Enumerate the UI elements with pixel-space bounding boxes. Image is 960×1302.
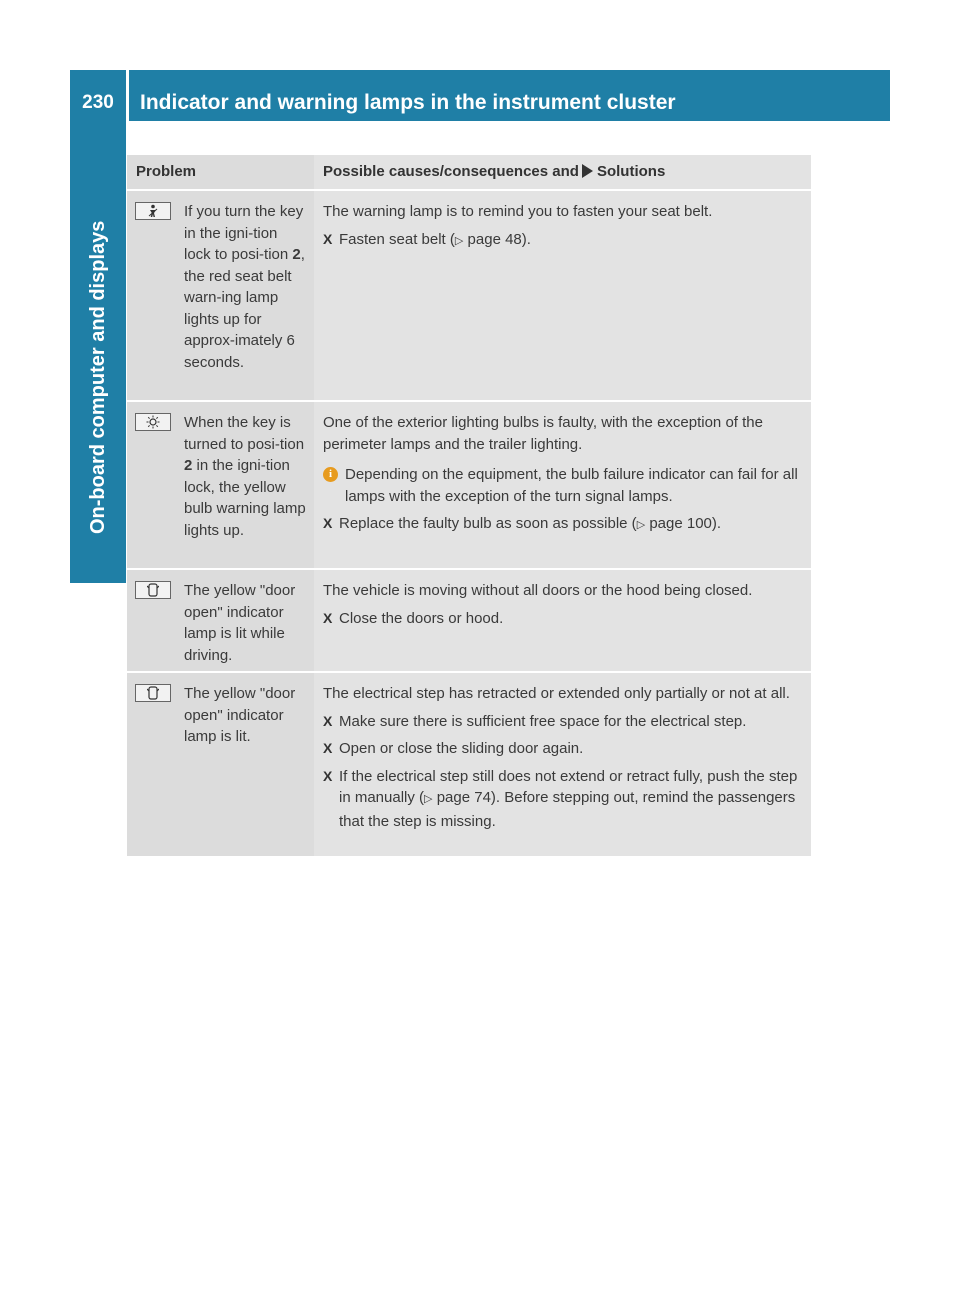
step-text: Open or close the sliding door again. (339, 740, 584, 757)
step-marker-icon: X (323, 609, 333, 626)
column-header-solutions-prefix: Possible causes/consequences and (323, 163, 579, 180)
page-reference[interactable]: page 100 (649, 515, 712, 532)
step-text: Replace the faulty bulb as soon as possible (▷ page 100). (339, 515, 722, 532)
note-text: Depending on the equipment, the bulb failure indicator can fail for all lamps with the exception of the turn signal lamps. (345, 466, 798, 505)
problem-text: The yellow "door open" indicator lamp is lit. (184, 685, 296, 745)
column-header-problem: Problem (127, 155, 314, 189)
solution-step (323, 711, 803, 733)
step-marker-icon: X (323, 740, 333, 756)
page-title: Indicator and warning lamps in the instrument cluster (140, 91, 676, 114)
page-reference[interactable]: page 74 (436, 789, 491, 806)
step-text: Make sure there is sufficient free space for the electrical step. (339, 712, 747, 730)
solution-step (323, 766, 803, 833)
solution-step (323, 229, 803, 253)
cause-text: The vehicle is moving without all doors or the hood being closed. (323, 582, 753, 599)
solution-cell (314, 402, 811, 568)
arrow-right-icon (582, 164, 593, 178)
problem-text: If you turn the key in the igni-tion lock to posi-tion 2, the red seat belt warn-ing lamp lights up for approx-imately 6 seconds. (184, 203, 305, 371)
page-ref-icon: ▷ (424, 793, 433, 805)
door-open-icon (135, 684, 171, 702)
solution-cell (314, 570, 811, 671)
problem-cell (127, 570, 314, 671)
step-marker-icon: X (323, 230, 333, 247)
bulb-failure-icon (135, 413, 171, 431)
solution-step (323, 738, 803, 760)
problem-text: The yellow "door open" indicator lamp is lit while driving. (184, 582, 296, 664)
step-text: If the electrical step still does not extend or retract fully, push the step in manually (▷ page 74). Before stepping out, remind the passengers that the step is missing. (339, 767, 798, 830)
solution-cell (314, 673, 811, 856)
page-reference[interactable]: page 48 (467, 230, 522, 248)
header-divider (126, 70, 129, 121)
cause-text: One of the exterior lighting bulbs is faulty, with the exception of the perimeter lamps and the trailer lighting. (323, 414, 763, 453)
problem-text: When the key is turned to posi-tion 2 in the igni-tion lock, the yellow bulb warning lamp lights up. (184, 414, 306, 539)
page-ref-icon: ▷ (454, 234, 464, 247)
step-marker-icon: X (323, 515, 333, 531)
table-header (127, 155, 811, 189)
table-row (127, 189, 811, 400)
solution-cell (314, 191, 811, 400)
info-icon: i (323, 467, 338, 482)
cause-text: The warning lamp is to remind you to fasten your seat belt. (323, 203, 713, 220)
seat-belt-icon (135, 202, 171, 220)
column-header-solutions-suffix: Solutions (596, 163, 666, 180)
step-marker-icon: X (323, 767, 333, 784)
page-ref-icon: ▷ (636, 519, 646, 531)
column-header-solutions (314, 155, 811, 189)
table-row (127, 400, 811, 568)
door-open-icon (135, 581, 171, 599)
table-row (127, 671, 811, 856)
problem-solution-table (127, 155, 811, 856)
problem-cell (127, 402, 314, 568)
solution-step (323, 608, 803, 630)
page-number: 230 (82, 92, 114, 113)
side-tab-label-text: On-board computer and displays (87, 220, 109, 534)
step-marker-icon: X (323, 712, 333, 729)
info-note (323, 464, 803, 507)
step-text: Close the doors or hood. (339, 609, 504, 627)
step-text: Fasten seat belt (▷ page 48). (339, 230, 531, 248)
table-row (127, 568, 811, 671)
solution-step (323, 513, 803, 537)
problem-cell (127, 673, 314, 856)
problem-cell (127, 191, 314, 400)
cause-text: The electrical step has retracted or extended only partially or not at all. (323, 685, 790, 702)
